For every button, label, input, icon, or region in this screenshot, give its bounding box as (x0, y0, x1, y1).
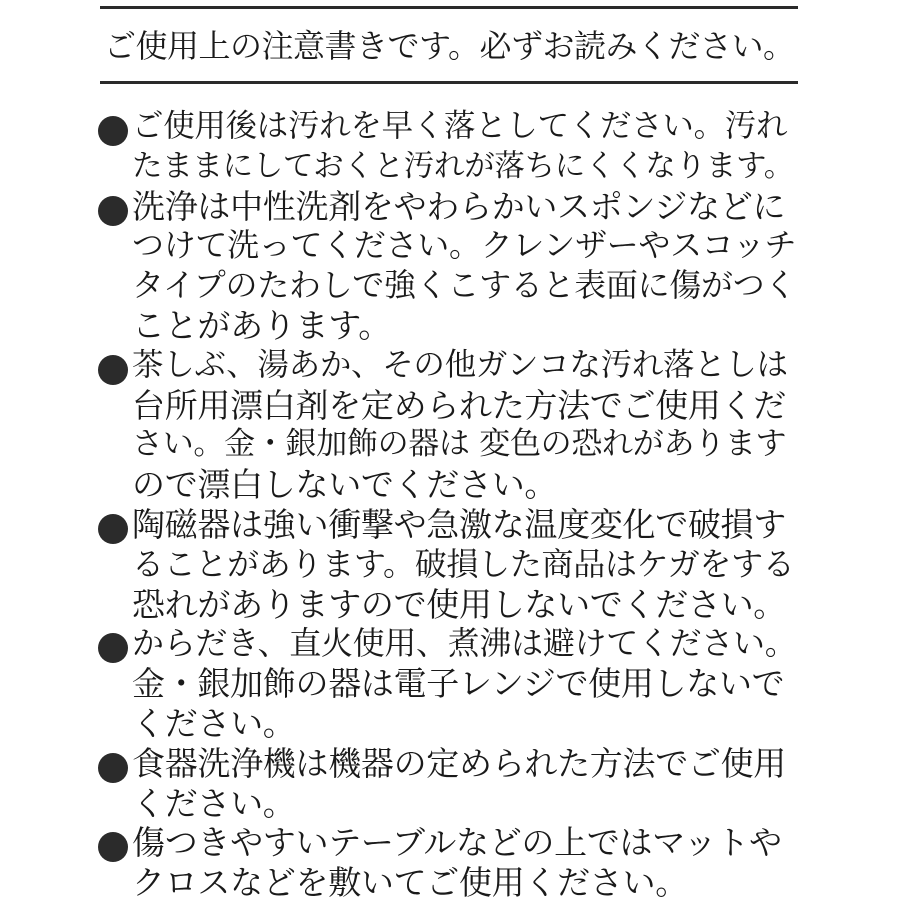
caution-text-line: タイプのたわしで強くこすると表面に傷がつく (132, 266, 797, 305)
caution-item (96, 624, 796, 743)
caution-text-line: 陶磁器は強い衝撃や急激な温度変化で破損す (132, 504, 787, 544)
caution-text-line: ので漂白しないでください。 (132, 465, 558, 505)
caution-text-line: 食器洗浄機は機器の定められた方法でご使用 (132, 743, 787, 783)
caution-text-line: さい。金・銀加飾の器は 変色の恐れがあります (132, 426, 787, 463)
caution-text-line: ることがあります。破損した商品はケガをする (132, 544, 795, 583)
heading-bottom-rule (100, 81, 798, 84)
caution-item (96, 823, 796, 903)
caution-item (96, 187, 796, 346)
caution-item (96, 346, 796, 505)
bullet-dot-icon (98, 753, 128, 783)
caution-item (96, 107, 796, 187)
caution-text-line: 台所用漂白剤を定められた方法でご使用くだ (132, 385, 787, 425)
caution-text-line: ください。 (132, 783, 296, 823)
caution-text-line: クロスなどを敷いてご使用ください。 (132, 863, 688, 903)
caution-text-line: からだき、直火使用、煮沸は避けてください。 (132, 624, 797, 663)
caution-text-line: つけて洗ってください。クレンザーやスコッチ (132, 226, 797, 265)
bullet-dot-icon (98, 514, 128, 544)
caution-text-line: ご使用後は汚れを早く落としてください。汚れ (132, 108, 788, 144)
caution-text-line: 洗浄は中性洗剤をやわらかいスポンジなどに (132, 186, 786, 226)
bullet-dot-icon (98, 355, 128, 385)
caution-text-line: ください。 (132, 703, 296, 743)
caution-text-line: たままにしておくと汚れが落ちにくくなります。 (132, 148, 794, 184)
caution-text-line: 金・銀加飾の器は電子レンジで使用しないで (132, 664, 785, 704)
caution-item (96, 505, 796, 624)
bullet-dot-icon (98, 196, 128, 226)
bullet-dot-icon (98, 633, 128, 663)
heading-top-rule (100, 6, 798, 9)
caution-text-line: 恐れがありますので使用しないでください。 (132, 584, 787, 624)
caution-list (96, 107, 796, 903)
bullet-dot-icon (98, 116, 128, 146)
caution-text-line: 傷つきやすいテーブルなどの上ではマットや (132, 823, 782, 863)
caution-text-line: ことがあります。 (132, 305, 391, 345)
notice-heading: ご使用上の注意書きです。必ずお読みください。 (104, 27, 795, 65)
caution-text-line: 茶しぶ、湯あか、その他ガンコな汚れ落としは (132, 346, 788, 383)
bullet-dot-icon (98, 832, 128, 862)
caution-item (96, 744, 796, 824)
